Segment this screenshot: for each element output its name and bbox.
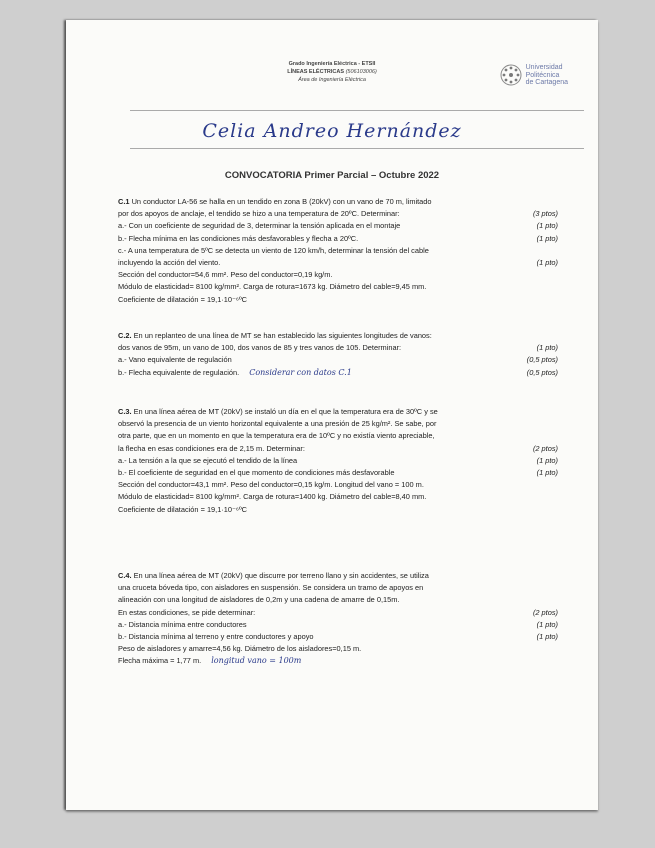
area-name: Área de Ingeniería Eléctrica (298, 77, 366, 83)
handwritten-note: longitud vano = 100m (211, 656, 302, 666)
question-3-item-a: a.- La tensión a la que se ejecutó el tendido de la línea (1 pto) (118, 455, 558, 465)
university-name: Universidad Politécnica de Cartagena (525, 64, 568, 86)
header-divider (130, 110, 584, 111)
question-2-item-a: a.- Vano equivalente de regulación (0,5 ptos) (118, 355, 558, 365)
name-divider (130, 148, 584, 149)
question-4: C.4. En una línea aérea de MT (20kV) que discurre por terreno llano y sin accidentes, se utiliza una cruceta bóveda tipo, con aisladores en suspensión. Se considera un tramo de apoyos en alineación con una longitud de aisladores de 0,2m y una cadena de amarre de 0,15m. En estas condiciones, se pide determinar: (2 ptos) a.- Distancia mínima entre conductores (1 pto) b.- Distancia mínima al terreno y entre conductores y apoyo (1 pto) Peso de aisladores y amarre=4,56 kg. Diámetro de los aisladores=0,15 m. Flecha máxima = 1,77 m. longitud vano = 100m (118, 571, 558, 666)
exam-title: CONVOCATORIA Primer Parcial – Octubre 2022 (224, 170, 440, 181)
question-3-item-b: b.- El coeficiente de seguridad en el que momento de condiciones más desfavorable (1 pto) (118, 468, 558, 478)
question-2: C.2. En un replanteo de una línea de MT se han establecido las siguientes longitudes de vanos: dos vanos de 95m, un vano de 100, dos vanos de 85 y tres vanos de 105. Determinar: (1 pto) a.- Vano equivalente de regulación (0,5 ptos) b.- Flecha equivalente de regulación. Considerar con datos C.1 (0,5 ptos) (118, 330, 558, 379)
question-4-item-a: a.- Distancia mínima entre conductores (1 pto) (118, 619, 558, 629)
question-3: C.3. En una línea aérea de MT (20kV) se instaló un día en el que la temperatura era de 30ºC y se observó la presencia de un viento horizontal equivalente a una presión de 25 kg/m². Se sabe, por otra parte, que en un momento en que la temperatura era de 10ºC y no existía viento apreciable, la flecha en esas condiciones era de 2,15 m. Determinar: (2 ptos) a.- La tensión a la que se ejecutó el tendido de la línea (1 pto) b.- El coeficiente de seguridad en el que momento de condiciones más desfavorable (1 pto) Sección del conductor=43,1 mm². Peso del conductor=0,15 kg/m. Longitud del vano = 100 m. Módulo de elasticidad= 8100 kg/mm². Carga de rotura=1400 kg. Diámetro del cable=8,40 mm. Coeficiente de dilatación = 19,1·10⁻⁶ºC (118, 407, 558, 514)
student-name: Celia Andreo Hernández (202, 120, 462, 142)
question-1-item-a: a.- Con un coeficiente de seguridad de 3, determinar la tensión aplicada en el montaje (1 pto) (118, 221, 558, 231)
question-1: C.1 Un conductor LA-56 se halla en un tendido en zona B (20kV) con un vano de 70 m, limitado por dos apoyos de anclaje, el tendido se hizo a una temperatura de 20ºC. Determinar: (3 ptos) a.- Con un coeficiente de seguridad de 3, determinar la tensión aplicada en el montaje (1 pto) b.- Flecha mínima en las condiciones más desfavorables y flecha a 20ºC. (1 pto) c.- A una temperatura de 5ºC se detecta un viento de 120 km/h, determinar la tensión del cable incluyendo la acción del viento. (1 pto) Sección del conductor=54,6 mm². Peso del conductor=0,19 kg/m. Módulo de elasticidad= 8100 kg/mm². Carga de rotura=1673 kg. Diámetro del cable=9,45 mm. Coeficiente de dilatación = 19,1·10⁻⁶ºC (118, 197, 558, 304)
degree-name: Grado Ingeniería Eléctrica - ETSII (288, 61, 376, 67)
question-1-data: Sección del conductor=54,6 mm². Peso del conductor=0,19 kg/m. (118, 270, 333, 280)
question-2-item-b: b.- Flecha equivalente de regulación. Considerar con datos C.1 (0,5 ptos) (118, 367, 558, 377)
question-1-item-b: b.- Flecha mínima en las condiciones más desfavorables y flecha a 20ºC. (1 pto) (118, 233, 558, 243)
exam-sheet (66, 20, 598, 810)
question-4-data: Peso de aisladores y amarre=4,56 kg. Diámetro de los aisladores=0,15 m. (118, 644, 362, 654)
question-4-item-b: b.- Distancia mínima al terreno y entre conductores y apoyo (1 pto) (118, 632, 558, 642)
handwritten-note: Considerar con datos C.1 (249, 367, 352, 377)
university-seal-icon (500, 64, 522, 86)
question-1-item-c: c.- A una temperatura de 5ºC se detecta un viento de 120 km/h, determinar la tensión del cable (118, 245, 429, 255)
university-logo (500, 64, 568, 87)
course-code: (506103006) (345, 69, 377, 75)
course-name: LÍNEAS ELÉCTRICAS (287, 69, 345, 75)
question-3-data: Sección del conductor=43,1 mm². Peso del conductor=0,15 kg/m. Longitud del vano = 100 m. (118, 480, 424, 490)
